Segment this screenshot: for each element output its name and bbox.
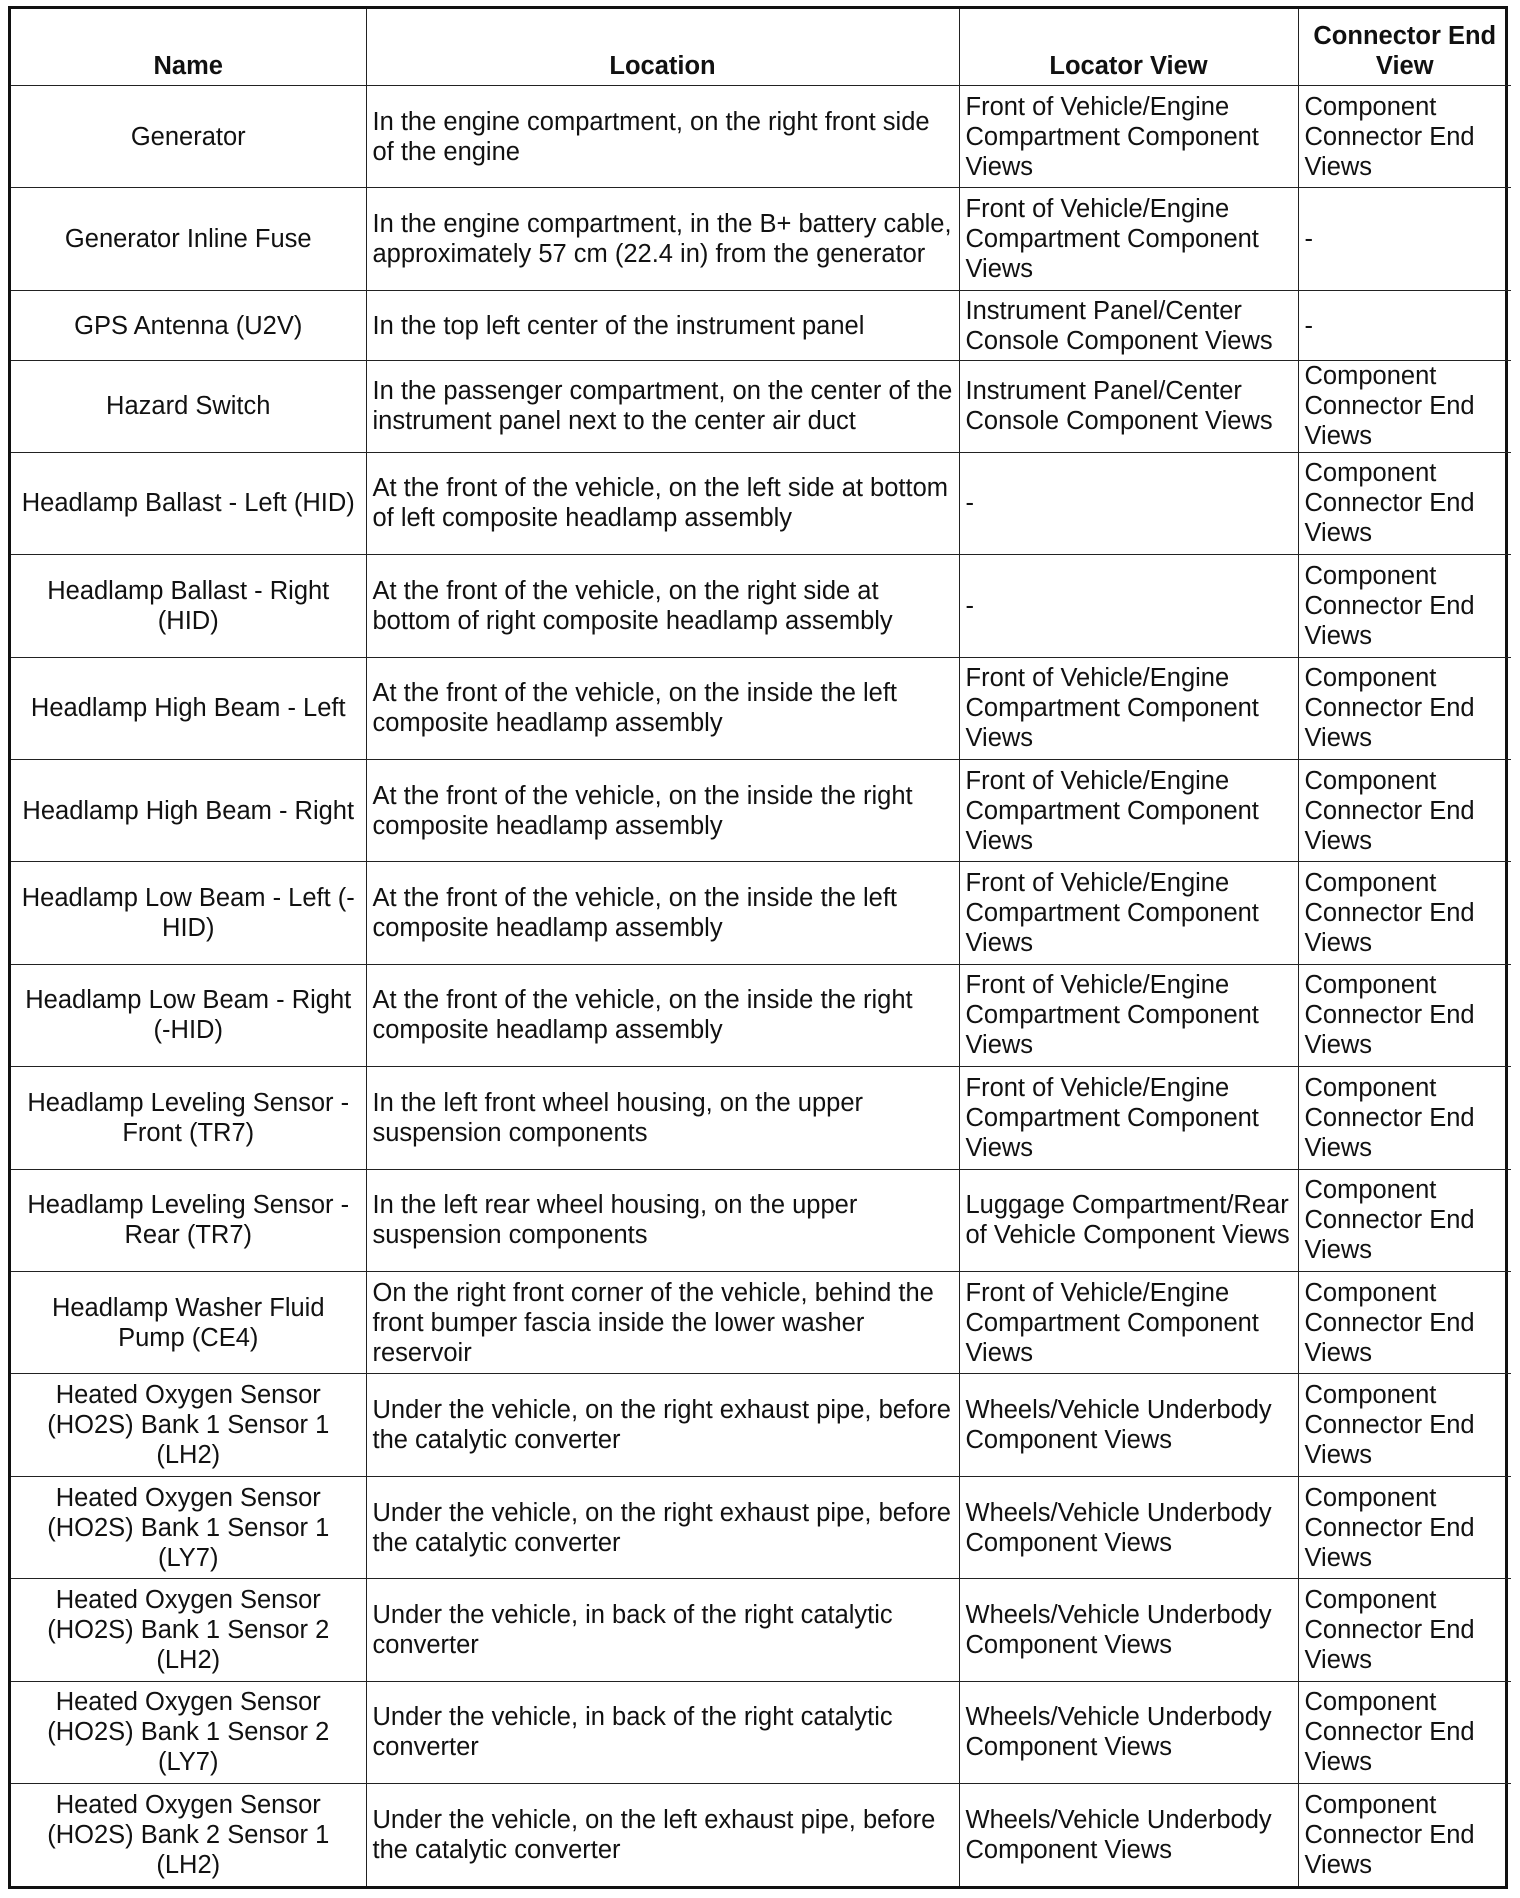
table-row — [11, 1579, 1511, 1681]
cell-name: Headlamp Ballast - Left (HID) — [11, 452, 366, 554]
cell-connector-end-view: Component Connector End Views — [1298, 1579, 1511, 1681]
table-row — [11, 290, 1511, 360]
cell-location: At the front of the vehicle, on the inside the right composite headlamp assembly — [366, 759, 959, 861]
cell-connector-end-view: Component Connector End Views — [1298, 1067, 1511, 1169]
cell-location: At the front of the vehicle, on the inside the left composite headlamp assembly — [366, 657, 959, 759]
cell-locator-view: Luggage Compartment/Rear of Vehicle Component Views — [959, 1169, 1298, 1271]
cell-location: At the front of the vehicle, on the right side at bottom of right composite headlamp assembly — [366, 555, 959, 657]
cell-location: In the left front wheel housing, on the upper suspension components — [366, 1067, 959, 1169]
component-locator-table-frame — [8, 6, 1508, 1889]
cell-connector-end-view: Component Connector End Views — [1298, 1681, 1511, 1783]
cell-name: Heated Oxygen Sensor (HO2S) Bank 2 Sensor 1 (LH2) — [11, 1784, 366, 1886]
cell-locator-view: Wheels/Vehicle Underbody Component Views — [959, 1579, 1298, 1681]
cell-locator-view: Front of Vehicle/Engine Compartment Component Views — [959, 188, 1298, 290]
cell-connector-end-view: Component Connector End Views — [1298, 1169, 1511, 1271]
cell-location: On the right front corner of the vehicle, behind the front bumper fascia inside the lower washer reservoir — [366, 1272, 959, 1374]
header-locator-view: Locator View — [959, 9, 1298, 86]
cell-locator-view: Front of Vehicle/Engine Compartment Component Views — [959, 759, 1298, 861]
cell-locator-view: - — [959, 452, 1298, 554]
cell-locator-view: - — [959, 555, 1298, 657]
header-name: Name — [11, 9, 366, 86]
component-locator-table — [11, 9, 1511, 1886]
cell-location: In the engine compartment, on the right front side of the engine — [366, 86, 959, 188]
table-row — [11, 188, 1511, 290]
cell-location: Under the vehicle, in back of the right catalytic converter — [366, 1579, 959, 1681]
header-location: Location — [366, 9, 959, 86]
cell-location: At the front of the vehicle, on the inside the right composite headlamp assembly — [366, 964, 959, 1066]
cell-locator-view: Front of Vehicle/Engine Compartment Component Views — [959, 86, 1298, 188]
cell-location: Under the vehicle, in back of the right catalytic converter — [366, 1681, 959, 1783]
cell-name: Headlamp Low Beam - Right (-HID) — [11, 964, 366, 1066]
table-row — [11, 862, 1511, 964]
header-row — [11, 9, 1511, 86]
cell-name: Heated Oxygen Sensor (HO2S) Bank 1 Sensor 2 (LY7) — [11, 1681, 366, 1783]
table-row — [11, 1476, 1511, 1578]
cell-location: Under the vehicle, on the left exhaust pipe, before the catalytic converter — [366, 1784, 959, 1886]
cell-location: Under the vehicle, on the right exhaust pipe, before the catalytic converter — [366, 1374, 959, 1476]
table-row — [11, 657, 1511, 759]
table-row — [11, 1169, 1511, 1271]
cell-connector-end-view: Component Connector End Views — [1298, 452, 1511, 554]
cell-locator-view: Wheels/Vehicle Underbody Component Views — [959, 1681, 1298, 1783]
cell-connector-end-view: Component Connector End Views — [1298, 657, 1511, 759]
table-row — [11, 555, 1511, 657]
table-row — [11, 1272, 1511, 1374]
cell-name: Headlamp Washer Fluid Pump (CE4) — [11, 1272, 366, 1374]
cell-connector-end-view: - — [1298, 188, 1511, 290]
cell-locator-view: Wheels/Vehicle Underbody Component Views — [959, 1784, 1298, 1886]
cell-name: Headlamp Ballast - Right (HID) — [11, 555, 366, 657]
cell-locator-view: Front of Vehicle/Engine Compartment Component Views — [959, 1067, 1298, 1169]
cell-locator-view: Wheels/Vehicle Underbody Component Views — [959, 1476, 1298, 1578]
table-row — [11, 86, 1511, 188]
cell-connector-end-view: Component Connector End Views — [1298, 361, 1511, 453]
cell-name: Heated Oxygen Sensor (HO2S) Bank 1 Sensor 1 (LH2) — [11, 1374, 366, 1476]
table-row — [11, 361, 1511, 453]
cell-connector-end-view: Component Connector End Views — [1298, 555, 1511, 657]
cell-name: Headlamp Leveling Sensor - Front (TR7) — [11, 1067, 366, 1169]
cell-connector-end-view: Component Connector End Views — [1298, 1374, 1511, 1476]
cell-location: At the front of the vehicle, on the left side at bottom of left composite headlamp assembly — [366, 452, 959, 554]
cell-locator-view: Instrument Panel/Center Console Component Views — [959, 361, 1298, 453]
cell-name: Headlamp Low Beam - Left (-HID) — [11, 862, 366, 964]
cell-location: In the top left center of the instrument panel — [366, 290, 959, 360]
cell-location: In the left rear wheel housing, on the upper suspension components — [366, 1169, 959, 1271]
table-row — [11, 1681, 1511, 1783]
cell-location: Under the vehicle, on the right exhaust pipe, before the catalytic converter — [366, 1476, 959, 1578]
cell-name: GPS Antenna (U2V) — [11, 290, 366, 360]
cell-connector-end-view: Component Connector End Views — [1298, 86, 1511, 188]
cell-name: Headlamp High Beam - Right — [11, 759, 366, 861]
cell-name: Heated Oxygen Sensor (HO2S) Bank 1 Sensor 2 (LH2) — [11, 1579, 366, 1681]
cell-name: Heated Oxygen Sensor (HO2S) Bank 1 Sensor 1 (LY7) — [11, 1476, 366, 1578]
table-row — [11, 452, 1511, 554]
cell-connector-end-view: Component Connector End Views — [1298, 862, 1511, 964]
table-row — [11, 964, 1511, 1066]
table-row — [11, 759, 1511, 861]
table-row — [11, 1374, 1511, 1476]
cell-name: Generator Inline Fuse — [11, 188, 366, 290]
cell-name: Hazard Switch — [11, 361, 366, 453]
header-connector-end-view: Connector End View — [1298, 9, 1511, 86]
cell-name: Generator — [11, 86, 366, 188]
table-row — [11, 1067, 1511, 1169]
cell-locator-view: Front of Vehicle/Engine Compartment Component Views — [959, 1272, 1298, 1374]
table-row — [11, 1784, 1511, 1886]
cell-locator-view: Front of Vehicle/Engine Compartment Component Views — [959, 862, 1298, 964]
cell-connector-end-view: Component Connector End Views — [1298, 1784, 1511, 1886]
cell-locator-view: Front of Vehicle/Engine Compartment Component Views — [959, 657, 1298, 759]
cell-name: Headlamp Leveling Sensor - Rear (TR7) — [11, 1169, 366, 1271]
cell-connector-end-view: - — [1298, 290, 1511, 360]
cell-location: In the engine compartment, in the B+ battery cable, approximately 57 cm (22.4 in) from the generator — [366, 188, 959, 290]
cell-connector-end-view: Component Connector End Views — [1298, 964, 1511, 1066]
cell-connector-end-view: Component Connector End Views — [1298, 759, 1511, 861]
cell-location: At the front of the vehicle, on the inside the left composite headlamp assembly — [366, 862, 959, 964]
cell-locator-view: Wheels/Vehicle Underbody Component Views — [959, 1374, 1298, 1476]
cell-locator-view: Front of Vehicle/Engine Compartment Component Views — [959, 964, 1298, 1066]
cell-connector-end-view: Component Connector End Views — [1298, 1476, 1511, 1578]
cell-locator-view: Instrument Panel/Center Console Component Views — [959, 290, 1298, 360]
cell-location: In the passenger compartment, on the center of the instrument panel next to the center air duct — [366, 361, 959, 453]
cell-name: Headlamp High Beam - Left — [11, 657, 366, 759]
cell-connector-end-view: Component Connector End Views — [1298, 1272, 1511, 1374]
